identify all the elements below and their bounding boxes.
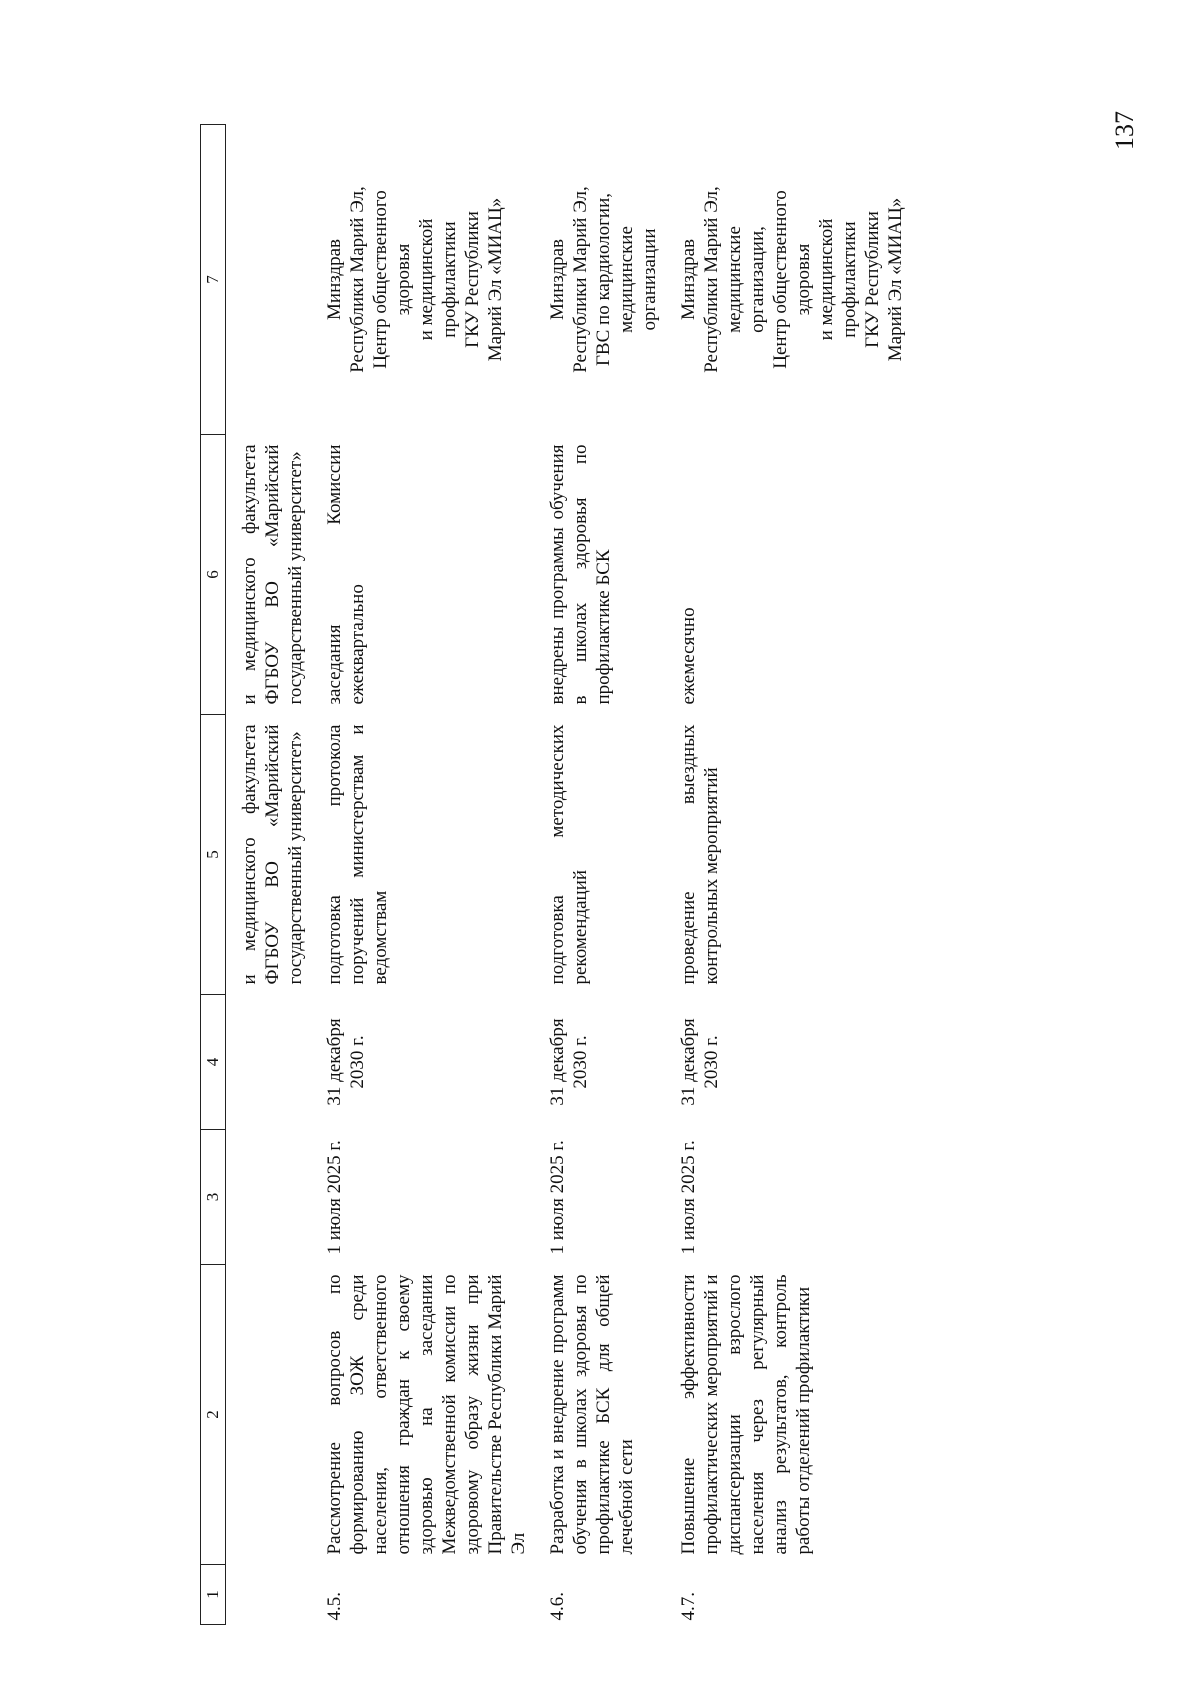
column-header-5: 5	[201, 715, 226, 995]
document-table-rotated	[200, 125, 1060, 1625]
start-date-cell: 1 июля 2025 г.	[678, 1140, 699, 1255]
indicator-cell: ежемесячно	[678, 607, 699, 705]
table-row-4-6	[530, 125, 661, 1625]
responsible-cell	[661, 125, 907, 435]
row-number: 4.5.	[324, 1592, 345, 1621]
responsible-line: Республики Марий Эл,	[701, 186, 722, 373]
row-number: 4.6.	[547, 1592, 568, 1621]
end-date-cell: 31 декабря 2030 г.	[324, 1018, 368, 1106]
responsible-line: организации,	[747, 226, 768, 333]
indicator-cell: внедрены программы обучения в школах здоровья по профилактике БСК	[547, 444, 614, 705]
responsible-line: медицинские	[616, 226, 637, 333]
continuation-indicator: и медицинского факультета ФГБОУ ВО «Марийский государственный университет»	[239, 444, 306, 705]
responsible-line: Центр общественного	[370, 190, 391, 369]
column-header-3: 3	[201, 1130, 226, 1265]
activity-cell: Рассмотрение вопросов по формированию ЗОЖ среди населения, ответственного отношения граждан к своему здоровью на заседании Межведомственной комиссии по здоровому образу жизни при Правительстве Республики Марий Эл	[324, 1274, 529, 1555]
responsible-line: медицинские	[724, 226, 745, 333]
responsible-line: профилактики	[439, 221, 460, 338]
responsible-line: Минздрав	[678, 239, 699, 320]
column-header-2: 2	[201, 1265, 226, 1565]
activity-cell: Разработка и внедрение программ обучения в школах здоровья по профилактике БСК для общей лечебной сети	[547, 1274, 637, 1555]
result-cell: проведение выездных контрольных мероприятий	[678, 724, 722, 985]
responsible-line: ГКУ Республики	[862, 211, 883, 348]
column-header-7: 7	[201, 125, 226, 435]
responsible-line: ГКУ Республики	[462, 211, 483, 348]
activity-cell: Повышение эффективности профилактических мероприятий и диспансеризации взрослого населения через регулярный анализ результатов, контроль работы отделений профилактики	[678, 1274, 814, 1555]
responsible-line: и медицинской	[816, 218, 837, 341]
responsible-line: Марий Эл «МИАЦ»	[485, 197, 506, 362]
responsible-line: Республики Марий Эл,	[347, 186, 368, 373]
responsible-line: Минздрав	[324, 239, 345, 320]
responsible-line: профилактики	[839, 221, 860, 338]
end-date-cell: 31 декабря 2030 г.	[547, 1018, 591, 1106]
responsible-line: здоровья	[393, 243, 414, 316]
start-date-cell: 1 июля 2025 г.	[547, 1140, 568, 1255]
page-number: 137	[1110, 111, 1139, 150]
column-header-6: 6	[201, 435, 226, 715]
responsible-line: здоровья	[793, 243, 814, 316]
continuation-result: и медицинского факультета ФГБОУ ВО «Марийский государственный университет»	[239, 724, 306, 985]
responsible-line: Минздрав	[547, 239, 568, 320]
continuation-row	[226, 125, 308, 1625]
table-row-4-5	[307, 125, 530, 1625]
end-date-cell: 31 декабря 2030 г.	[678, 1018, 722, 1106]
responsible-line: организации	[639, 228, 660, 331]
responsible-line: Республики Марий Эл,	[570, 186, 591, 373]
column-header-row	[201, 125, 226, 1625]
column-header-1: 1	[201, 1565, 226, 1625]
column-header-4: 4	[201, 995, 226, 1130]
result-cell: подготовка методических рекомендаций	[547, 724, 591, 985]
responsible-line: ГВС по кардиологии,	[593, 192, 614, 367]
responsible-line: и медицинской	[416, 218, 437, 341]
responsible-line: Марий Эл «МИАЦ»	[885, 197, 906, 362]
responsible-cell	[307, 125, 530, 435]
start-date-cell: 1 июля 2025 г.	[324, 1140, 345, 1255]
plan-table	[200, 124, 907, 1625]
indicator-cell: заседания Комиссии ежеквартально	[324, 444, 368, 705]
result-cell: подготовка протокола поручений министерствам и ведомствам	[324, 724, 391, 985]
responsible-cell	[530, 125, 661, 435]
responsible-line: Центр общественного	[770, 190, 791, 369]
row-number: 4.7.	[678, 1592, 699, 1621]
table-row-4-7	[661, 125, 907, 1625]
